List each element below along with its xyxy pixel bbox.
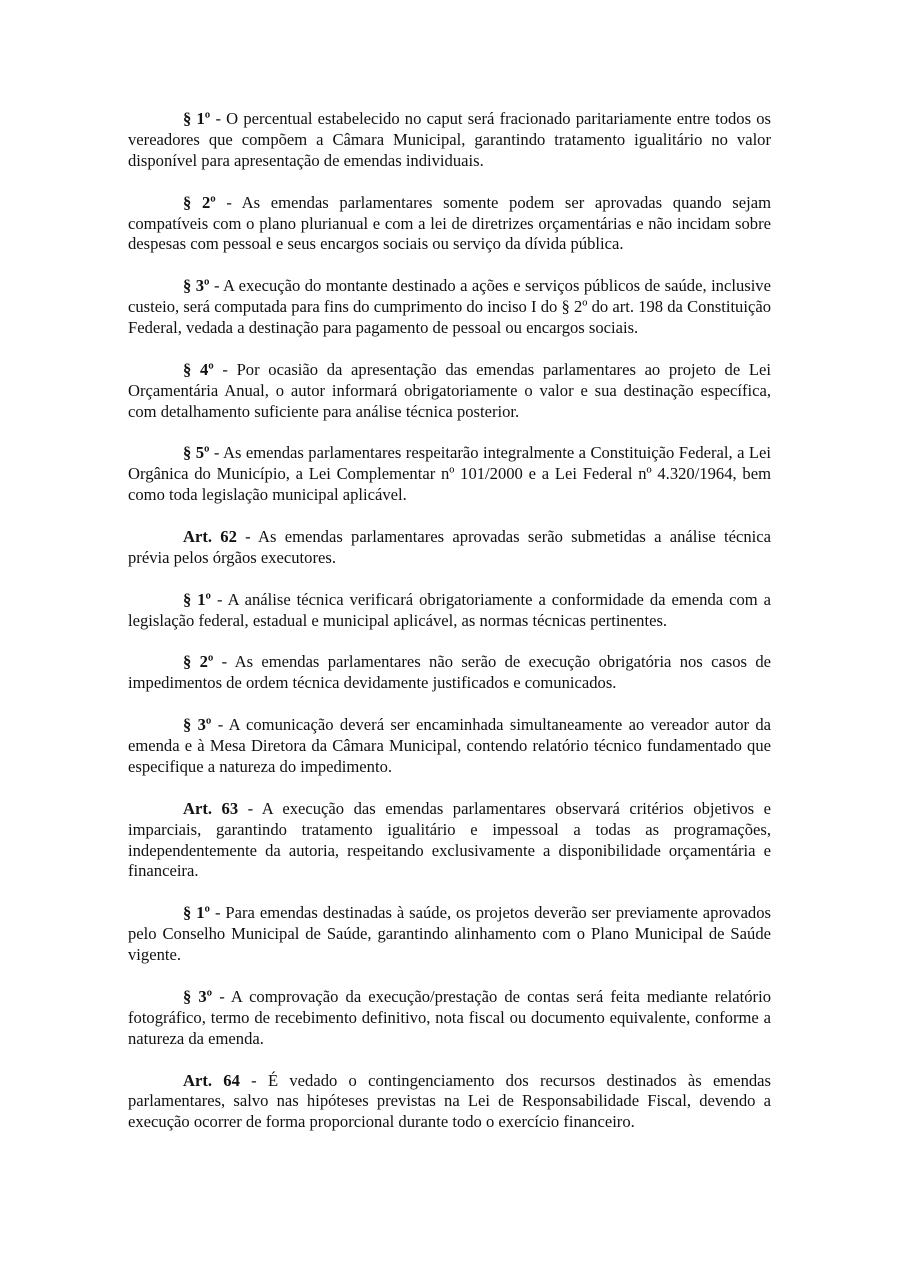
paragraph-label: § 2º (183, 652, 214, 672)
paragraph-art62-p1 (128, 590, 771, 632)
article-text: - É vedado o contingenciamento dos recursos destinados às emendas parlamentares, salvo nas hipóteses previstas na Lei de Responsabilidade Fiscal, devendo a execução ocorrer de forma proporcional durante todo o exercício financeiro. (128, 1070, 771, 1132)
article-text: - A execução das emendas parlamentares observará critérios objetivos e imparciais, garantindo tratamento igualitário e impessoal a todas as programações, independentemente da autoria, respeitando exclusivamente a disponibilidade orçamentária e financeira. (128, 798, 771, 881)
article-63 (128, 799, 771, 883)
paragraph-art61-p4 (128, 360, 771, 423)
paragraph-text: - Por ocasião da apresentação das emendas parlamentares ao projeto de Lei Orçamentária Anual, o autor informará obrigatoriamente o valor e sua destinação específica, com detalhamento suficiente para análise técnica posterior. (128, 359, 771, 421)
document-page (128, 109, 771, 1154)
article-label: Art. 63 (183, 798, 239, 818)
paragraph-label: § 3º (183, 715, 212, 735)
article-64 (128, 1071, 771, 1134)
paragraph-label: § 1º (183, 903, 211, 923)
paragraph-art61-p3 (128, 276, 771, 339)
paragraph-text: - As emendas parlamentares não serão de execução obrigatória nos casos de impedimentos de ordem técnica devidamente justificados e comunicados. (128, 652, 771, 693)
paragraph-art61-p2 (128, 193, 771, 256)
paragraph-label: § 1º (183, 589, 212, 609)
paragraph-label: § 4º (183, 359, 214, 379)
paragraph-text: - O percentual estabelecido no caput será fracionado paritariamente entre todos os vereadores que compõem a Câmara Municipal, garantindo tratamento igualitário no valor disponível para apresentação de emendas individuais. (128, 109, 771, 170)
paragraph-label: § 5º (183, 443, 210, 463)
paragraph-art63-p3 (128, 987, 771, 1050)
paragraph-label: § 3º (183, 986, 213, 1006)
paragraph-art62-p3 (128, 715, 771, 778)
paragraph-text: - A comunicação deverá ser encaminhada simultaneamente ao vereador autor da emenda e à Mesa Diretora da Câmara Municipal, contendo relatório técnico fundamentado que especifique a natureza do impedimento. (128, 715, 771, 776)
paragraph-label: § 3º (183, 276, 210, 296)
paragraph-text: - A execução do montante destinado a ações e serviços públicos de saúde, inclusive custeio, será computada para fins do cumprimento do inciso I do § 2º do art. 198 da Constituição Federal, vedada a destinação para pagamento de pessoal ou encargos sociais. (128, 276, 771, 338)
article-label: Art. 64 (183, 1070, 240, 1090)
article-62 (128, 527, 771, 569)
paragraph-art62-p2 (128, 652, 771, 694)
paragraph-text: - As emendas parlamentares respeitarão integralmente a Constituição Federal, a Lei Orgânica do Município, a Lei Complementar nº 101/2000 e a Lei Federal nº 4.320/1964, bem como toda legislação municipal aplicável. (128, 443, 771, 505)
paragraph-art61-p1 (128, 109, 771, 172)
article-text: - As emendas parlamentares aprovadas serão submetidas a análise técnica prévia pelos órgãos executores. (128, 527, 772, 567)
paragraph-text: - As emendas parlamentares somente podem ser aprovadas quando sejam compatíveis com o plano plurianual e com a lei de diretrizes orçamentárias e não incidam sobre despesas com pessoal e seus encargos sociais ou serviço da dívida pública. (128, 192, 771, 254)
article-label: Art. 62 (183, 527, 237, 547)
paragraph-label: § 1º (183, 109, 211, 128)
paragraph-label: § 2º (183, 192, 216, 212)
paragraph-text: - A comprovação da execução/prestação de contas será feita mediante relatório fotográfico, termo de recebimento definitivo, nota fiscal ou documento equivalente, conforme a natureza da emenda. (128, 986, 771, 1048)
paragraph-text: - A análise técnica verificará obrigatoriamente a conformidade da emenda com a legislação federal, estadual e municipal aplicável, as normas técnicas pertinentes. (128, 589, 771, 630)
paragraph-text: - Para emendas destinadas à saúde, os projetos deverão ser previamente aprovados pelo Conselho Municipal de Saúde, garantindo alinhamento com o Plano Municipal de Saúde vigente. (128, 903, 771, 965)
paragraph-art61-p5 (128, 443, 771, 506)
paragraph-art63-p1 (128, 903, 771, 966)
